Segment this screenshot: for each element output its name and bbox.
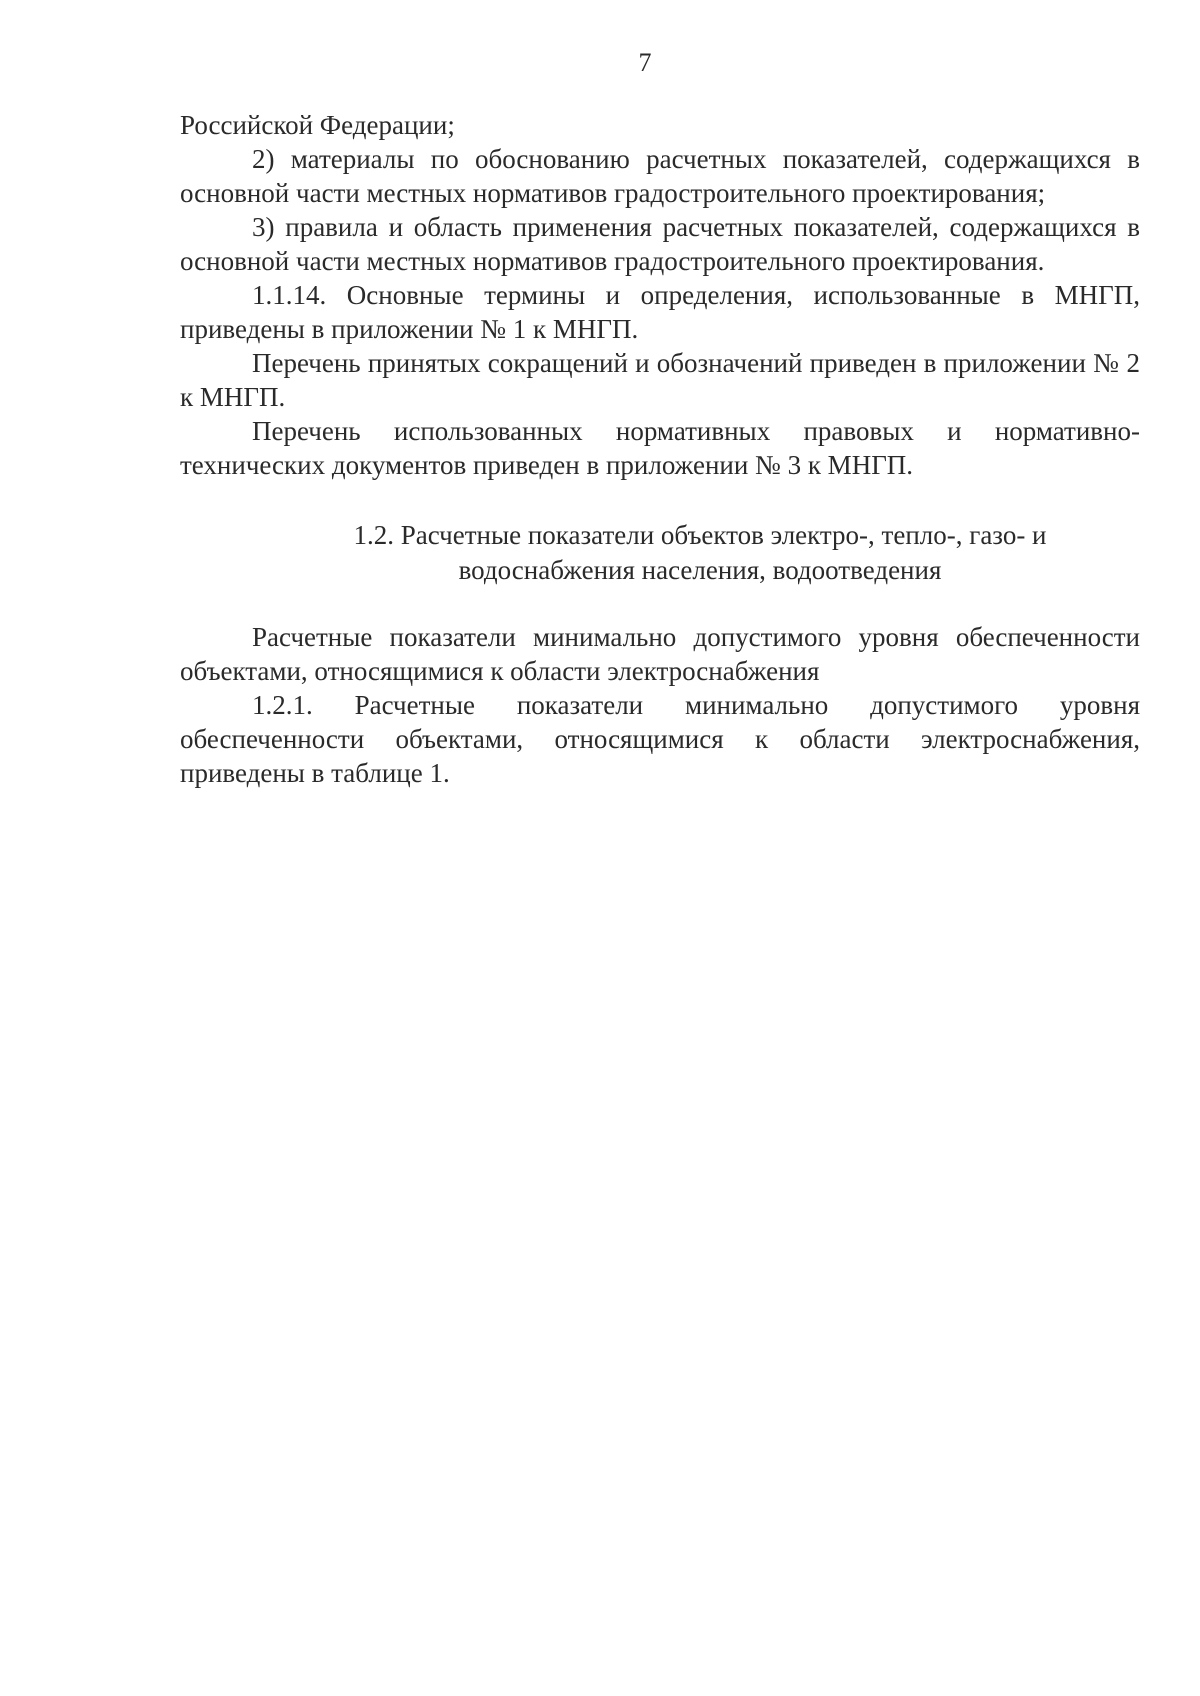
paragraph: 1.1.14. Основные термины и определения, использованные в МНГП, приведены в приложении № 1 к МНГП.: [180, 280, 1140, 344]
section-heading-line: водоснабжения населения, водоотведения: [458, 555, 942, 585]
section-heading-line: 1.2. Расчетные показатели объектов электро-, тепло-, газо- и: [353, 520, 1047, 550]
paragraph: Расчетные показатели минимально допустимого уровня обеспеченности объектами, относящимися к области электроснабжения: [180, 622, 1140, 686]
page-number: 7: [638, 48, 652, 77]
paragraph: Перечень принятых сокращений и обозначений приведен в приложении № 2 к МНГП.: [180, 348, 1140, 412]
paragraph: 3) правила и область применения расчетных показателей, содержащихся в основной части местных нормативов градостроительного проектирования.: [180, 212, 1140, 276]
paragraph: Перечень использованных нормативных правовых и нормативно-технических документов приведен в приложении № 3 к МНГП.: [180, 416, 1140, 480]
paragraph: 2) материалы по обоснованию расчетных показателей, содержащихся в основной части местных нормативов градостроительного проектирования;: [180, 144, 1140, 208]
paragraph: Российской Федерации;: [180, 110, 455, 140]
paragraph: 1.2.1. Расчетные показатели минимально допустимого уровня обеспеченности объектами, относящимися к области электроснабжения, приведены в таблице 1.: [180, 690, 1140, 788]
document-body: [180, 108, 1140, 790]
section-heading: [180, 518, 1140, 588]
